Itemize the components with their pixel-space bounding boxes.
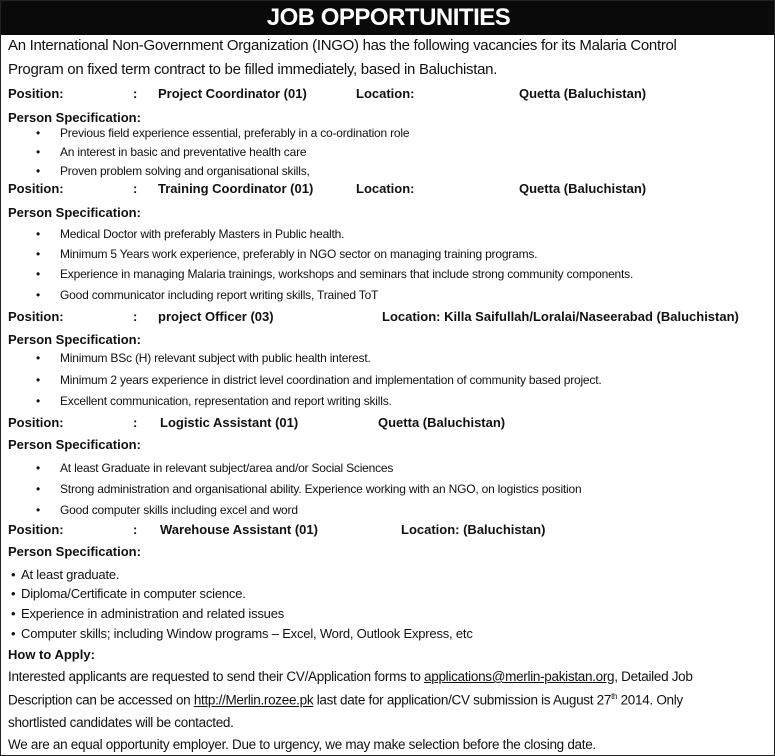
bullet-text: Proven problem solving and organisational skills, bbox=[60, 164, 310, 178]
spec-bullet bbox=[36, 247, 537, 261]
date-suffix: th bbox=[611, 692, 618, 701]
bullet-icon: • bbox=[36, 288, 41, 302]
spec-bullet bbox=[36, 394, 392, 408]
colon: : bbox=[133, 86, 138, 101]
bullet-icon: • bbox=[11, 567, 16, 582]
bullet-icon: • bbox=[36, 394, 41, 408]
person-spec-label: Person Specification: bbox=[8, 437, 141, 452]
bullet-text: Experience in managing Malaria trainings, workshops and seminars that include strong community components. bbox=[60, 267, 634, 281]
bullet-text: At least graduate. bbox=[21, 567, 120, 582]
how-to-apply-heading: How to Apply: bbox=[8, 647, 95, 662]
spec-bullet bbox=[11, 586, 246, 601]
bullet-icon: • bbox=[36, 145, 41, 159]
position-label: Position: bbox=[8, 522, 64, 537]
bullet-text: Minimum BSc (H) relevant subject with public health interest. bbox=[60, 351, 371, 365]
bullet-text: Good communicator including report writing skills, Trained ToT bbox=[60, 288, 379, 302]
intro-line: Program on fixed term contract to be filled immediately, based in Baluchistan. bbox=[8, 61, 498, 78]
bullet-text: Medical Doctor with preferably Masters in Public health. bbox=[60, 227, 345, 241]
spec-bullet bbox=[36, 288, 378, 302]
bullet-text: Minimum 5 Years work experience, preferably in NGO sector on managing training programs. bbox=[60, 247, 538, 261]
position-label: Position: bbox=[8, 309, 64, 324]
position-row bbox=[1, 86, 775, 104]
bullet-icon: • bbox=[36, 126, 41, 140]
colon: : bbox=[133, 181, 138, 196]
spec-bullet bbox=[36, 373, 601, 387]
bullet-icon: • bbox=[36, 482, 41, 496]
location-label: Location: bbox=[356, 86, 415, 101]
bullet-icon: • bbox=[36, 373, 41, 387]
spec-bullet bbox=[36, 482, 581, 496]
bullet-icon: • bbox=[36, 247, 41, 261]
bullet-text: Good computer skills including excel and word bbox=[60, 503, 298, 517]
spec-bullet bbox=[36, 145, 306, 159]
spec-bullet bbox=[36, 461, 393, 475]
apply-line bbox=[8, 692, 683, 708]
bullet-icon: • bbox=[36, 503, 41, 517]
spec-bullet bbox=[11, 626, 473, 641]
apply-line: We are an equal opportunity employer. Due to urgency, we may make selection before the closing date. bbox=[8, 737, 596, 752]
position-title: project Officer (03) bbox=[158, 309, 274, 324]
spec-bullet bbox=[11, 567, 119, 582]
apply-text: , Detailed Job bbox=[614, 669, 693, 684]
position-label: Position: bbox=[8, 181, 64, 196]
position-title: Project Coordinator (01) bbox=[158, 86, 307, 101]
location-value: Quetta (Baluchistan) bbox=[378, 415, 506, 430]
bullet-text: An interest in basic and preventative health care bbox=[60, 145, 307, 159]
location-value: Quetta (Baluchistan) bbox=[519, 181, 647, 196]
position-label: Position: bbox=[8, 415, 64, 430]
ad-title: JOB OPPORTUNITIES bbox=[1, 1, 775, 35]
person-spec-label: Person Specification: bbox=[8, 205, 141, 220]
apply-text: Interested applicants are requested to send their CV/Application forms to bbox=[8, 669, 425, 684]
bullet-text: Minimum 2 years experience in district level coordination and implementation of community based project. bbox=[60, 373, 602, 387]
apply-line bbox=[8, 669, 693, 684]
person-spec-label: Person Specification: bbox=[8, 110, 141, 125]
bullet-text: At least Graduate in relevant subject/area and/or Social Sciences bbox=[60, 461, 394, 475]
spec-bullet bbox=[36, 227, 344, 241]
bullet-icon: • bbox=[11, 626, 16, 641]
colon: : bbox=[133, 415, 138, 430]
position-row bbox=[1, 181, 775, 199]
colon: : bbox=[133, 522, 138, 537]
apply-text: 2014. Only bbox=[617, 692, 683, 708]
bullet-icon: • bbox=[36, 461, 41, 475]
position-title: Training Coordinator (01) bbox=[158, 181, 314, 196]
position-row bbox=[1, 415, 775, 433]
apply-line: shortlisted candidates will be contacted. bbox=[8, 715, 234, 730]
intro-line: An International Non-Government Organization (INGO) has the following vacancies for its Malaria Control bbox=[8, 37, 677, 54]
apply-text: Description can be accessed on bbox=[8, 692, 194, 708]
bullet-text: Previous field experience essential, preferably in a co-ordination role bbox=[60, 126, 410, 140]
position-row bbox=[1, 522, 775, 540]
bullet-icon: • bbox=[36, 164, 41, 178]
bullet-text: Excellent communication, representation and report writing skills. bbox=[60, 394, 392, 408]
spec-bullet bbox=[36, 351, 371, 365]
bullet-icon: • bbox=[11, 586, 16, 601]
person-spec-label: Person Specification: bbox=[8, 332, 141, 347]
spec-bullet bbox=[36, 503, 298, 517]
bullet-icon: • bbox=[36, 351, 41, 365]
bullet-text: Computer skills; including Window programs – Excel, Word, Outlook Express, etc bbox=[21, 626, 473, 641]
spec-bullet bbox=[36, 267, 633, 281]
position-title: Warehouse Assistant (01) bbox=[160, 522, 318, 537]
spec-bullet bbox=[11, 606, 284, 621]
bullet-icon: • bbox=[11, 606, 16, 621]
bullet-text: Diploma/Certificate in computer science. bbox=[21, 586, 246, 601]
spec-bullet bbox=[36, 126, 409, 140]
apply-text: last date for application/CV submission is August 27 bbox=[313, 692, 612, 708]
position-row bbox=[1, 309, 775, 327]
location-value: Location: Killa Saifullah/Loralai/Naseerabad (Baluchistan) bbox=[382, 309, 739, 324]
location-value: Location: (Baluchistan) bbox=[401, 522, 546, 537]
website-link[interactable]: http://Merlin.rozee.pk bbox=[193, 692, 314, 708]
email-link[interactable]: applications@merlin-pakistan.org bbox=[424, 669, 615, 684]
bullet-text: Strong administration and organisational ability. Experience working with an NGO, on logistics position bbox=[60, 482, 582, 496]
person-spec-label: Person Specification: bbox=[8, 544, 141, 559]
bullet-icon: • bbox=[36, 267, 41, 281]
bullet-icon: • bbox=[36, 227, 41, 241]
position-label: Position: bbox=[8, 86, 64, 101]
location-value: Quetta (Baluchistan) bbox=[519, 86, 647, 101]
spec-bullet bbox=[36, 164, 310, 178]
colon: : bbox=[133, 309, 138, 324]
bullet-text: Experience in administration and related issues bbox=[21, 606, 285, 621]
position-title: Logistic Assistant (01) bbox=[160, 415, 299, 430]
location-label: Location: bbox=[356, 181, 415, 196]
